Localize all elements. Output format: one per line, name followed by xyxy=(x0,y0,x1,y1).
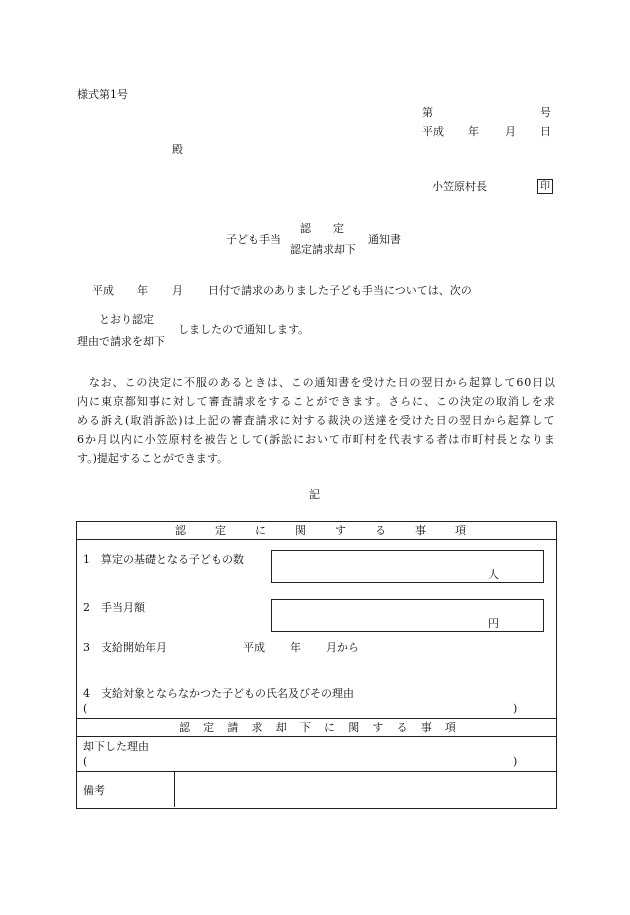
notice-line-4: 6 か 月 以 内 に 小 笠 原 村 を 被 告 と し て ( 訴 訟 に お い て 市 町 村 を 代 表 す る 者 は 市 町 村 長 と な り ま xyxy=(77,433,555,446)
item3-year: 年 xyxy=(290,641,301,654)
date-month: 月 xyxy=(505,125,516,138)
doc-number-go: 号 xyxy=(540,106,551,119)
notice-line-3: め る 訴 え ( 取 消 訴 訟 ) は 上 記 の 審 査 請 求 に 対 す る 裁 決 の 送 達 を 受 け た 日 の 翌 日 か ら 起 算 し て xyxy=(77,414,555,427)
remarks-field[interactable] xyxy=(175,772,554,807)
form-number: 様式第1号 xyxy=(77,88,128,101)
monthly-amount-field[interactable] xyxy=(271,599,544,632)
reject-open-paren: ( xyxy=(83,755,88,768)
item3-label: 3 支給開始年月 xyxy=(83,641,167,654)
body-year: 年 xyxy=(137,284,148,297)
title-upper: 認 定 xyxy=(300,222,344,235)
body-month: 月 xyxy=(172,284,183,297)
notice-line-5: す。)提起することができます。 xyxy=(77,452,229,465)
body2-upper: とおり認定 xyxy=(99,313,154,326)
reject-reason-label: 却下した理由 xyxy=(83,740,149,753)
date-day: 日 xyxy=(540,125,551,138)
item2-label: 2 手当月額 xyxy=(83,601,145,614)
seal-icon: 印 xyxy=(537,179,553,194)
notice-paragraph xyxy=(77,373,555,468)
title-prefix: 子ども手当 xyxy=(226,233,281,246)
amount-unit: 円 xyxy=(488,616,499,630)
item3-era: 平成 xyxy=(243,641,265,654)
title-suffix: 通知書 xyxy=(368,233,401,246)
item1-label: 1 算定の基礎となる子どもの数 xyxy=(83,553,244,566)
remarks-label: 備考 xyxy=(83,784,105,797)
body2-text: しましたので通知します。 xyxy=(178,323,310,336)
notice-line-1: な お 、 こ の 決 定 に 不 服 の あ る と き は 、 こ の 通 知 書 を 受 け た 日 の 翌 日 か ら 起 算 し て 6 0 日 以 xyxy=(88,376,555,389)
body-text1: 日付で請求のありました子ども手当については、次の xyxy=(208,284,472,297)
details-table xyxy=(76,521,557,809)
children-count-field[interactable] xyxy=(271,550,544,583)
item3-month: 月から xyxy=(326,641,359,654)
item4-close-paren: ) xyxy=(513,702,518,715)
addressee-suffix: 殿 xyxy=(172,143,183,156)
notice-line-2: 内 に 東 京 都 知 事 に 対 し て 審 査 請 求 を す る こ と が で き ま す 。 さ ら に 、 こ の 決 定 の 取 消 し を 求 xyxy=(77,395,555,408)
title-lower: 認定請求却下 xyxy=(290,243,356,256)
body-era: 平成 xyxy=(92,284,114,297)
item4-open-paren: ( xyxy=(83,702,88,715)
doc-number-dai: 第 xyxy=(422,106,433,119)
issuer: 小笠原村長 xyxy=(432,180,487,193)
reject-close-paren: ) xyxy=(513,755,518,768)
item4-label: 4 支給対象とならなかつた子どもの氏名及びその理由 xyxy=(83,687,354,700)
ki-label: 記 xyxy=(309,488,320,501)
date-year: 年 xyxy=(468,125,479,138)
section-header-rejection: 認 定 請 求 却 下 に 関 す る 事 項 xyxy=(179,721,456,734)
body2-lower: 理由で請求を却下 xyxy=(77,335,165,348)
children-unit: 人 xyxy=(488,567,499,581)
date-era: 平成 xyxy=(422,125,444,138)
section-header-approval: 認 定 に 関 す る 事 項 xyxy=(175,524,466,537)
